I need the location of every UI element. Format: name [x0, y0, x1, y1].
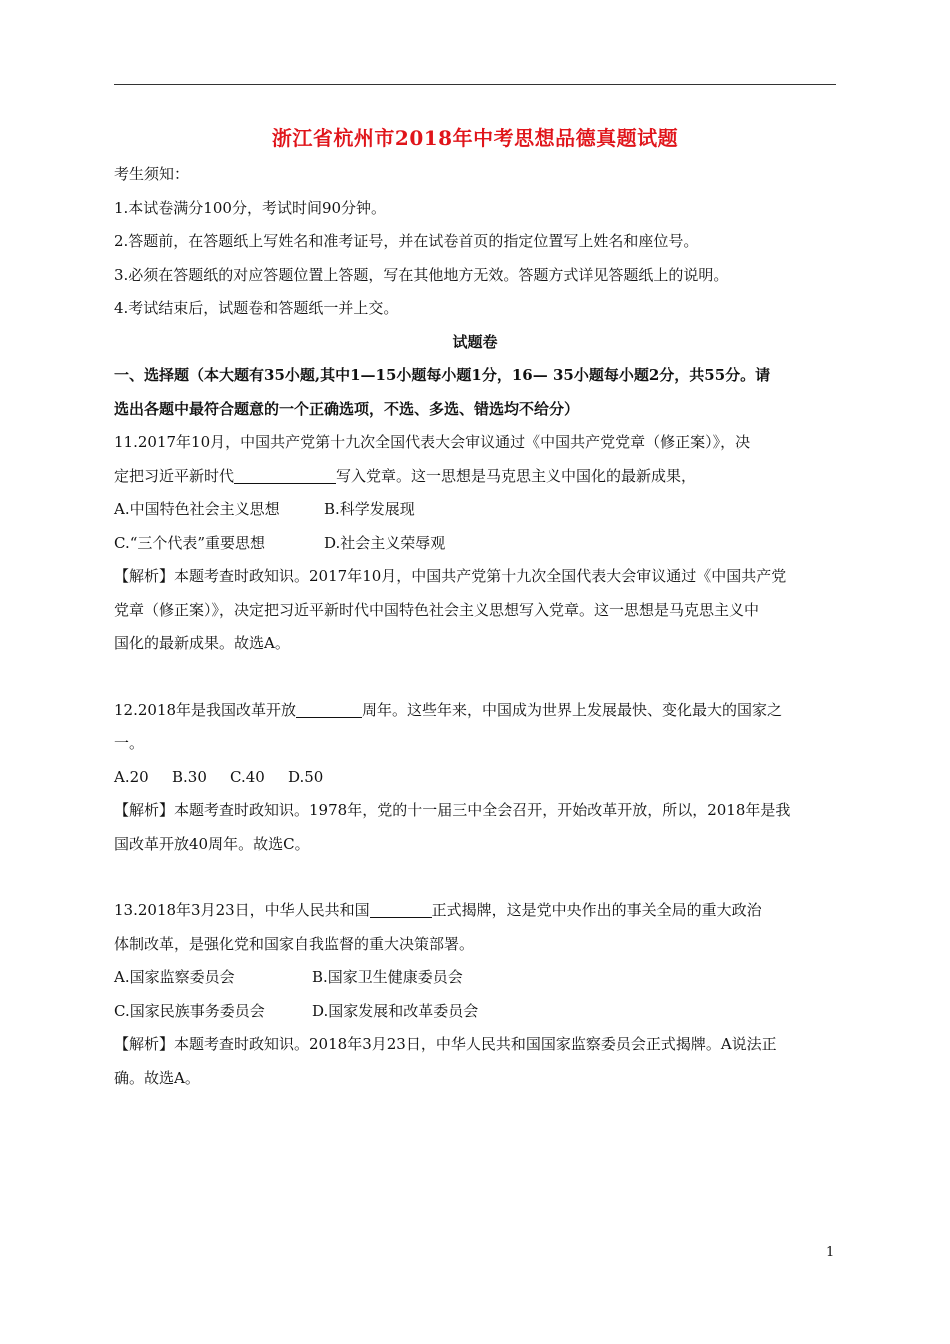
q11-stem: 11.2017年10月，中国共产党第十九次全国代表大会审议通过《中国共产党党章（修正案）》，决	[114, 433, 751, 451]
q12-option-a: A.20	[114, 767, 149, 786]
q12-text-after: 周年。这些年来，中国成为世界上发展最快、变化最大的国家之	[362, 700, 783, 719]
q13-text-before: 13.2018年3月23日，中华人民共和国	[114, 901, 370, 919]
q13-option-b: B.国家卫生健康委员会	[312, 968, 463, 986]
analysis-label: 【解析】	[114, 1035, 175, 1053]
notice-heading: 考生须知：	[114, 165, 190, 183]
q13-analysis-text: 本题考查时政知识。2018年3月23日，中华人民共和国国家监察委员会正式揭牌。A说法正	[174, 1035, 777, 1053]
q11-options-row	[114, 527, 836, 561]
q12-text-before: 12.2018年是我国改革开放	[114, 700, 297, 719]
q11-option-d: D.社会主义荣辱观	[324, 533, 446, 552]
q13-stem-cont: 体制改革，是强化党和国家自我监督的重大决策部署。	[114, 934, 475, 953]
q13-options-row	[114, 995, 836, 1029]
document-title: 浙江省杭州市2018年中考思想品德真题试题	[271, 126, 679, 150]
section-title: 试题卷	[452, 332, 498, 351]
q11-analysis-cont: 国化的最新成果。故选A。	[114, 634, 290, 652]
analysis-label: 【解析】	[114, 801, 175, 819]
q11-analysis-cont: 党章（修正案）》，决定把习近平新时代中国特色社会主义思想写入党章。这一思想是马克思主义中	[114, 600, 760, 619]
q12-option-d: D.50	[288, 767, 324, 786]
q11-text-after: 写入党章。这一思想是马克思主义中国化的最新成果，	[336, 466, 697, 485]
q13-analysis	[114, 1028, 836, 1062]
q12-options-row	[114, 761, 836, 795]
part1-instructions: 一、选择题（本大题有35小题,其中1—15小题每小题1分，16— 35小题每小题2分，共55分。请	[114, 366, 771, 384]
q11-option-b: B.科学发展现	[324, 500, 415, 518]
notice-item: 4.考试结束后，试题卷和答题纸一并上交。	[114, 299, 399, 317]
q11-options-row	[114, 493, 836, 527]
q12-analysis-text: 本题考查时政知识。1978年，党的十一届三中全会召开，开始改革开放，所以，2018年是我	[174, 801, 791, 819]
q12-blank	[296, 699, 362, 718]
q13-text-after: 正式揭牌，这是党中央作出的事关全局的重大政治	[431, 901, 762, 919]
q12-stem-cont: 一。	[114, 734, 145, 752]
notice-item: 2.答题前，在答题纸上写姓名和准考证号，并在试卷首页的指定位置写上姓名和座位号。	[114, 232, 699, 250]
notice-item: 3.必须在答题纸的对应答题位置上答题，写在其他地方无效。答题方式详见答题纸上的说明。	[114, 265, 729, 284]
q11-blank	[234, 465, 336, 484]
q11-text-before: 定把习近平新时代	[114, 466, 235, 485]
q12-option-c: C.40	[230, 767, 265, 786]
q13-option-c: C.国家民族事务委员会	[114, 1001, 265, 1020]
page-number: 1	[826, 1245, 835, 1260]
q11-option-a: A.中国特色社会主义思想	[114, 500, 280, 518]
q13-blank	[370, 899, 432, 918]
q12-analysis-cont: 国改革开放40周年。故选C。	[114, 834, 310, 853]
q13-option-d: D.国家发展和改革委员会	[312, 1001, 479, 1020]
q11-option-c: C.“三个代表”重要思想	[114, 533, 266, 552]
q13-option-a: A.国家监察委员会	[114, 968, 235, 986]
q13-options-row	[114, 961, 836, 995]
analysis-label: 【解析】	[114, 567, 175, 585]
header-rule	[114, 84, 836, 85]
q11-analysis-text: 本题考查时政知识。2017年10月，中国共产党第十九次全国代表大会审议通过《中国共产党	[174, 567, 787, 585]
q12-analysis	[114, 794, 836, 828]
document-body	[114, 158, 836, 1095]
q12-option-b: B.30	[172, 767, 207, 786]
q12-stem	[114, 694, 836, 728]
q11-stem-cont	[114, 460, 836, 494]
part1-instructions-cont: 选出各题中最符合题意的一个正确选项，不选、多选、错选均不给分）	[114, 399, 580, 418]
q13-analysis-cont: 确。故选A。	[114, 1068, 200, 1087]
q13-stem	[114, 894, 836, 928]
notice-item: 1.本试卷满分100分，考试时间90分钟。	[114, 198, 387, 217]
q11-analysis	[114, 560, 836, 594]
